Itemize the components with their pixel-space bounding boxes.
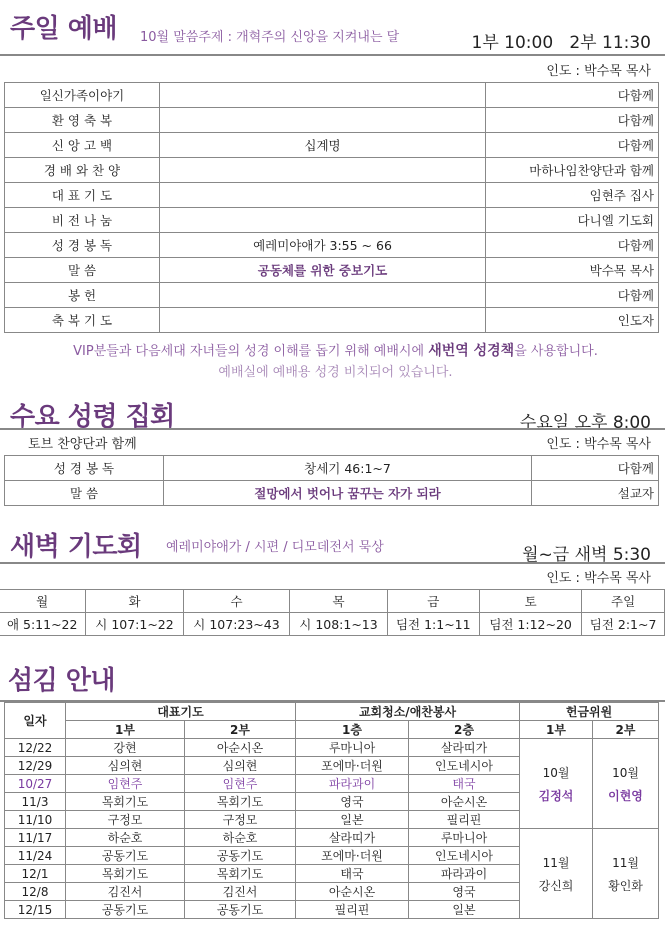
cell-f1: 살라띠가 [296,829,409,847]
cell-p2: 심의현 [185,757,296,775]
cell-p1: 심의현 [66,757,185,775]
header-offering: 헌금위원 [520,703,659,721]
row-label: 일신가족이야기 [5,83,160,108]
cell-date: 10/27 [5,775,66,793]
cell-date: 12/15 [5,901,66,919]
cell-p1: 공동기도 [66,847,185,865]
cell-p2: 공동기도 [185,901,296,919]
day-header-row [0,590,665,613]
cell-f2: 태국 [409,775,520,793]
cell-f1: 포에마·더원 [296,757,409,775]
cell-f2: 영국 [409,883,520,901]
sunday-leader: 인도 : 박수목 목사 [546,64,651,79]
table-row [5,158,659,183]
cell-date: 12/8 [5,883,66,901]
offering-name: 황인화 [608,878,643,893]
header-floor-1: 1층 [296,721,409,739]
note-text-end: 을 사용합니다. [514,344,598,359]
cell-f1: 포에마·더원 [296,847,409,865]
dawn-time: 월~금 새벽 5:30 [522,545,651,565]
header-prayer-2bu: 2부 [185,721,296,739]
sunday-note-1 [0,340,671,360]
row-content: 예레미야애가 3:55 ~ 66 [160,233,486,258]
row-content: 십계명 [160,133,486,158]
table-row [5,283,659,308]
offering-2bu-cell [593,829,659,919]
cell-p1: 강현 [66,739,185,757]
row-content: 절망에서 벗어나 꿈꾸는 자가 되라 [164,481,532,506]
table-row [5,258,659,283]
month-label: 11월 [612,855,639,870]
row-label: 비 전 나 눔 [5,208,160,233]
reading-cell: 딤전 2:1~7 [582,613,665,636]
wednesday-title: 수요 성령 집회 [10,402,175,432]
cell-f1: 일본 [296,811,409,829]
cell-p2: 구정모 [185,811,296,829]
row-label: 대 표 기 도 [5,183,160,208]
month-label: 11월 [542,855,570,870]
cell-p2: 아순시온 [185,739,296,757]
row-label: 봉 헌 [5,283,160,308]
reading-cell: 시 107:1~22 [86,613,183,636]
offering-name: 강신희 [538,878,574,893]
header-money-2bu: 2부 [593,721,659,739]
day-cell: 화 [86,590,183,613]
duty-title: 섬김 안내 [8,666,116,696]
offering-name: 김정석 [538,788,574,803]
table-row [5,133,659,158]
month-label: 10월 [542,765,570,780]
cell-p1: 김진서 [66,883,185,901]
offering-1bu-cell [520,739,593,829]
month-label: 10월 [612,765,639,780]
cell-p1: 구정모 [66,811,185,829]
cell-f2: 아순시온 [409,793,520,811]
cell-p1: 목회기도 [66,793,185,811]
row-leader: 다함께 [486,133,659,158]
note-text: VIP분들과 다음세대 자녀들의 성경 이해를 돕기 위해 예배시에 [73,344,429,359]
cell-p1: 공동기도 [66,901,185,919]
row-label: 성 경 봉 독 [5,233,160,258]
row-content [160,108,486,133]
cell-p1: 임현주 [66,775,185,793]
table-row [5,83,659,108]
cell-f1: 루마니아 [296,739,409,757]
reading-row [0,613,665,636]
cell-date: 12/29 [5,757,66,775]
table-row [5,233,659,258]
row-content: 공동체를 위한 중보기도 [160,258,486,283]
sunday-order-table [4,82,659,333]
day-cell: 목 [290,590,387,613]
table-row [5,456,659,481]
cell-f2: 살라띠가 [409,739,520,757]
row-leader: 다함께 [486,83,659,108]
offering-name: 이현영 [608,788,643,803]
divider [0,562,665,564]
cell-date: 11/17 [5,829,66,847]
reading-cell: 딤전 1:1~11 [387,613,479,636]
reading-cell: 애 5:11~22 [0,613,86,636]
day-cell: 금 [387,590,479,613]
row-label: 말 씀 [5,481,164,506]
cell-p2: 공동기도 [185,847,296,865]
day-cell: 주일 [582,590,665,613]
header-floor-2: 2층 [409,721,520,739]
row-leader: 다함께 [486,233,659,258]
cell-p2: 목회기도 [185,793,296,811]
cell-f1: 파라과이 [296,775,409,793]
row-content: 창세기 46:1~7 [164,456,532,481]
header-date: 일자 [5,703,66,739]
row-leader: 다함께 [486,283,659,308]
cell-date: 12/1 [5,865,66,883]
table-row [5,829,659,847]
sunday-theme: 10월 말씀주제 : 개혁주의 신앙을 지켜내는 달 [140,30,400,45]
dawn-title: 새벽 기도회 [10,532,142,562]
table-row [5,739,659,757]
row-label: 말 씀 [5,258,160,283]
wednesday-time: 수요일 오후 8:00 [519,413,651,433]
table-row [5,208,659,233]
cell-f2: 인도네시아 [409,847,520,865]
reading-cell: 딤전 1:12~20 [480,613,582,636]
cell-p2: 하순호 [185,829,296,847]
cell-p2: 김진서 [185,883,296,901]
reading-cell: 시 107:23~43 [183,613,290,636]
row-leader: 다함께 [486,108,659,133]
day-cell: 수 [183,590,290,613]
cell-f2: 인도네시아 [409,757,520,775]
cell-f1: 영국 [296,793,409,811]
divider [0,428,665,430]
table-row [5,108,659,133]
header-prayer-1bu: 1부 [66,721,185,739]
row-content [160,283,486,308]
row-content [160,208,486,233]
offering-1bu-cell [520,829,593,919]
cell-p1: 목회기도 [66,865,185,883]
row-content [160,183,486,208]
cell-f2: 일본 [409,901,520,919]
cell-f1: 필리핀 [296,901,409,919]
sunday-note-2: 예배실에 예배용 성경 비치되어 있습니다. [218,365,453,380]
wednesday-order-table [4,455,659,506]
table-row [5,481,659,506]
reading-cell: 시 108:1~13 [290,613,387,636]
row-leader: 박수목 목사 [486,258,659,283]
dawn-schedule-table [0,589,665,636]
note-bold-text: 새번역 성경책 [428,343,515,359]
wednesday-band: 토브 찬양단과 함께 [28,437,137,452]
cell-f1: 태국 [296,865,409,883]
header-prayer: 대표기도 [66,703,296,721]
cell-f2: 루마니아 [409,829,520,847]
cell-p2: 목회기도 [185,865,296,883]
row-label: 성 경 봉 독 [5,456,164,481]
cell-p2: 임현주 [185,775,296,793]
divider [0,54,665,56]
cell-date: 11/3 [5,793,66,811]
row-leader: 다니엘 기도회 [486,208,659,233]
row-content [160,83,486,108]
day-cell: 월 [0,590,86,613]
cell-f2: 파라과이 [409,865,520,883]
row-content [160,158,486,183]
row-label: 경 배 와 찬 양 [5,158,160,183]
dawn-subtitle: 예레미야애가 / 시편 / 디모데전서 묵상 [166,540,384,555]
day-cell: 토 [480,590,582,613]
dawn-leader: 인도 : 박수목 목사 [546,571,651,586]
cell-p1: 하순호 [66,829,185,847]
cell-f2: 필리핀 [409,811,520,829]
wednesday-leader: 인도 : 박수목 목사 [546,437,651,452]
row-content [160,308,486,333]
header-cleaning: 교회청소/애찬봉사 [296,703,520,721]
sunday-title: 주일 예배 [10,14,118,44]
row-leader: 설교자 [532,481,659,506]
cell-f1: 아순시온 [296,883,409,901]
cell-date: 11/10 [5,811,66,829]
row-label: 환 영 축 복 [5,108,160,133]
row-leader: 마하나임찬양단과 함께 [486,158,659,183]
row-label: 축 복 기 도 [5,308,160,333]
row-leader: 다함께 [532,456,659,481]
row-leader: 임현주 집사 [486,183,659,208]
table-row [5,183,659,208]
header-money-1bu: 1부 [520,721,593,739]
offering-2bu-cell [593,739,659,829]
cell-date: 11/24 [5,847,66,865]
sunday-times: 1부 10:00 2부 11:30 [471,33,651,53]
cell-date: 12/22 [5,739,66,757]
duty-table [4,702,659,919]
row-label: 신 앙 고 백 [5,133,160,158]
table-row [5,308,659,333]
row-leader: 인도자 [486,308,659,333]
